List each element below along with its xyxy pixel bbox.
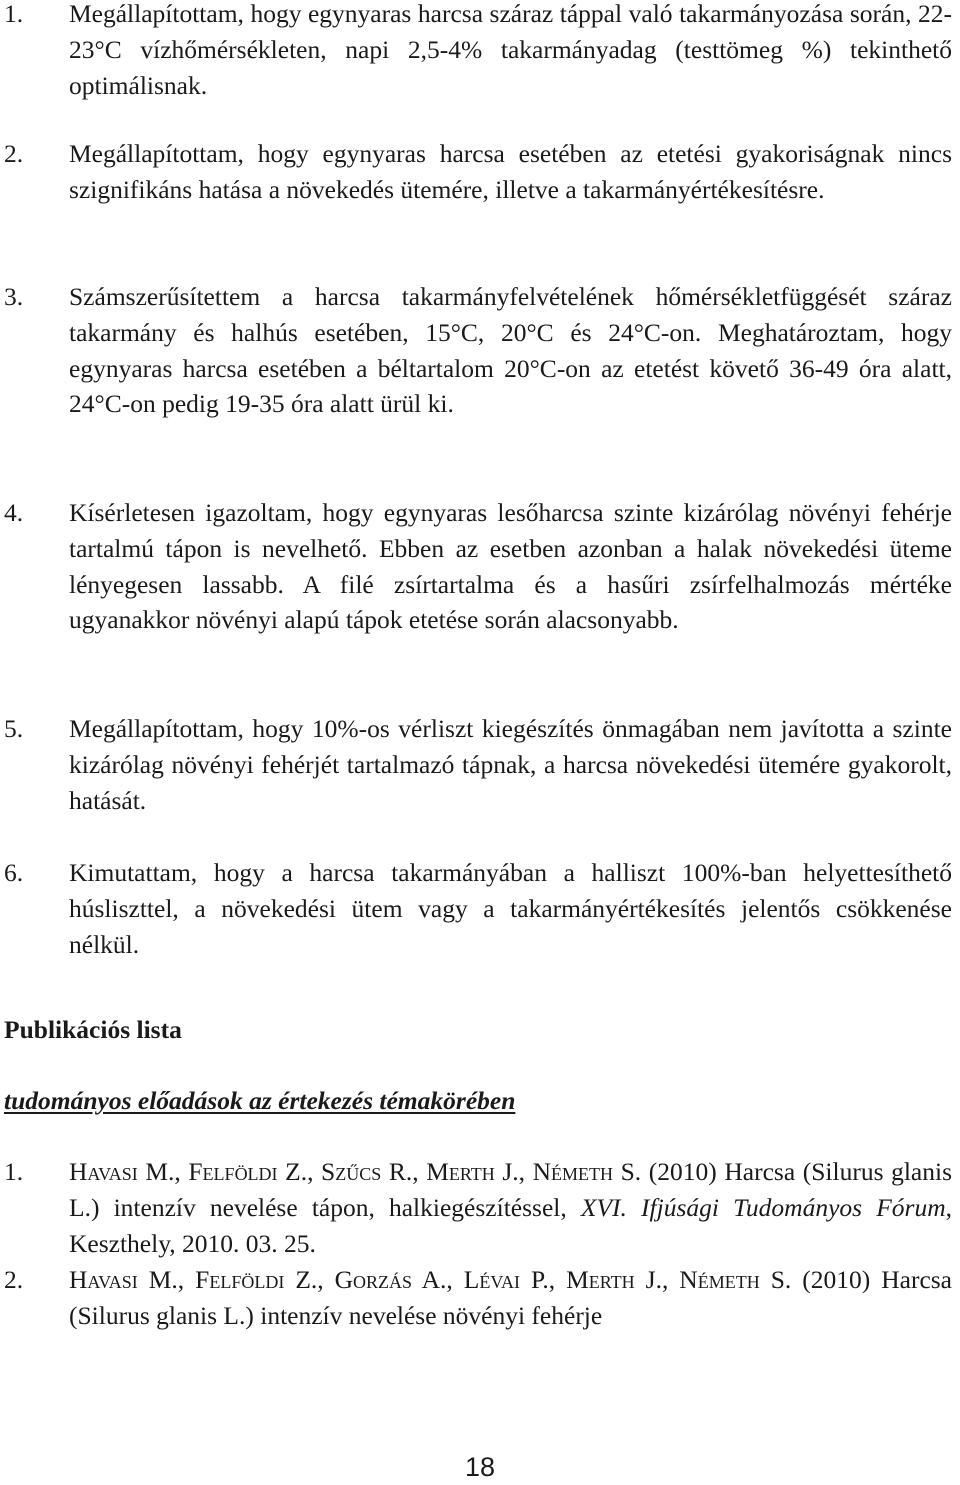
- publication-number: 2.: [4, 1265, 24, 1294]
- publication-authors: Havasi M., Felföldi Z., Gorzás A., Lévai P., Merth J., Németh S.: [69, 1265, 792, 1294]
- finding-1: [0, 0, 952, 103]
- page-number: 18: [464, 1452, 496, 1482]
- finding-text: Kísérletesen igazoltam, hogy egynyaras lesőharcsa szinte kizárólag növényi fehérje tartalmú tápon is nevelhető. Ebben az esetben azonban a halak növekedési üteme lényegesen lassabb. A filé zsírtartalma és a hasűri zsírfelhalmozás mértéke ugyanakkor növényi alapú tápok etetése során alacsonyabb.: [69, 498, 952, 635]
- finding-text: Számszerűsítettem a harcsa takarmányfelvételének hőmérsékletfüggését száraz takarmány és halhús esetében, 15°C, 20°C és 24°C-on. Meghatároztam, hogy egynyaras harcsa esetében a béltartalom 20°C-on az etetést követő 36-49 óra alatt, 24°C-on pedig 19-35 óra alatt ürül ki.: [69, 282, 952, 419]
- finding-number: 3.: [4, 282, 24, 311]
- finding-5: [0, 711, 952, 818]
- finding-6: [0, 855, 952, 962]
- publication-2: [0, 1262, 952, 1334]
- publication-title: Harcsa (Silurus glanis L.) intenzív nevelése tápon, halkiegészítéssel,: [69, 1157, 952, 1222]
- publication-list-heading: Publikációs lista: [4, 1015, 182, 1044]
- finding-4: [0, 495, 952, 638]
- finding-number: 6.: [4, 858, 24, 887]
- finding-text: Megállapítottam, hogy egynyaras harcsa esetében az etetési gyakoriságnak nincs szignifikáns hatása a növekedés ütemére, illetve a takarmányértékesítésre.: [69, 139, 952, 204]
- finding-text: Kimutattam, hogy a harcsa takarmányában a halliszt 100%-ban helyettesíthető húsliszttel, a növekedési ütem vagy a takarmányértékesítés jelentős csökkenése nélkül.: [69, 858, 952, 959]
- finding-text: Megállapítottam, hogy egynyaras harcsa száraz táppal való takarmányozása során, 22-23°C vízhőmérsékleten, napi 2,5-4% takarmányadag (testtömeg %) tekinthető optimálisnak.: [69, 0, 952, 100]
- publication-citation: [69, 1154, 952, 1261]
- finding-number: 1.: [4, 0, 24, 28]
- publication-number: 1.: [4, 1157, 24, 1186]
- publication-title: Harcsa (Silurus glanis L.) intenzív nevelése növényi fehérje: [69, 1265, 953, 1330]
- finding-text: Megállapítottam, hogy 10%-os vérliszt kiegészítés önmagában nem javította a szinte kizárólag növényi fehérjét tartalmazó tápnak, a harcsa növekedési ütemére gyakorolt, hatását.: [69, 714, 952, 815]
- finding-3: [0, 279, 952, 422]
- publication-authors: Havasi M., Felföldi Z., Szűcs R., Merth J., Németh S.: [69, 1157, 642, 1186]
- finding-number: 5.: [4, 714, 24, 743]
- finding-number: 4.: [4, 498, 24, 527]
- lectures-subheading: tudományos előadások az értekezés témakörében: [4, 1086, 516, 1115]
- publication-1: [0, 1154, 952, 1261]
- publication-citation: [69, 1262, 952, 1334]
- publication-venue: XVI. Ifjúsági Tudományos Fórum: [580, 1192, 946, 1222]
- publication-year: (2010): [648, 1157, 717, 1186]
- finding-2: [0, 136, 952, 208]
- finding-number: 2.: [4, 139, 24, 168]
- publication-year: (2010): [802, 1265, 871, 1294]
- publication-location: , Keszthely, 2010. 03. 25.: [69, 1192, 953, 1258]
